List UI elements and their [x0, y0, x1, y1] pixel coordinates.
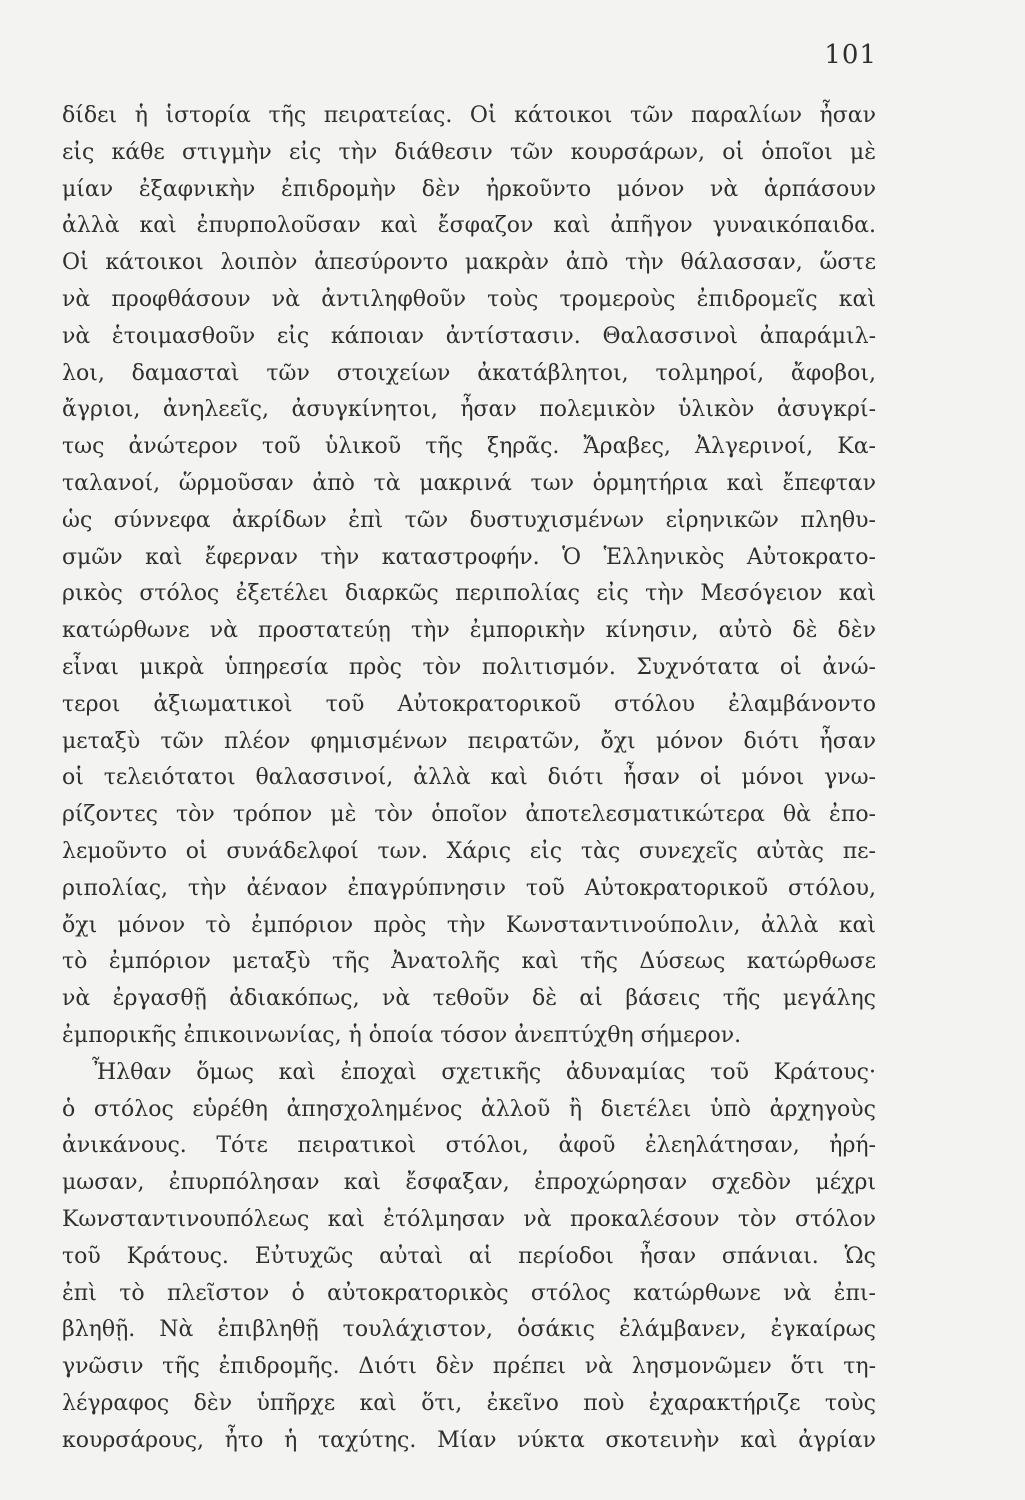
text-line: ἄγριοι, ἀνηλεεῖς, ἀσυγκίνητοι, ἦσαν πολεμικὸν ὑλικὸν ἀσυγκρί- [62, 397, 876, 423]
text-line: ἐμπορικῆς ἐπικοινωνίας, ἡ ὁποία τόσον ἀνεπτύχθη σήμερον. [62, 1022, 742, 1048]
text-line: τεροι ἀξιωματικοὶ τοῦ Αὐτοκρατορικοῦ στόλου ἐλαμβάνοντο [62, 691, 876, 717]
text-line: τοῦ Κράτους. Εὐτυχῶς αὐταὶ αἱ περίοδοι ἦσαν σπάνιαι. Ὡς [62, 1243, 876, 1269]
text-line: νὰ ἑτοιμασθοῦν εἰς κάποιαν ἀντίστασιν. Θαλασσινοὶ ἀπαράμιλ- [62, 323, 876, 349]
text-line: ὁ στόλος εὑρέθη ἀπησχολημένος ἀλλοῦ ἢ διετέλει ὑπὸ ἀρχηγοὺς [62, 1096, 876, 1122]
text-line: κατώρθωνε νὰ προστατεύῃ τὴν ἐμπορικὴν κίνησιν, αὐτὸ δὲ δὲν [62, 618, 876, 644]
text-line: μεταξὺ τῶν πλέον φημισμένων πειρατῶν, ὄχι μόνον διότι ἦσαν [62, 728, 876, 754]
text-line: εἶναι μικρὰ ὑπηρεσία πρὸς τὸν πολιτισμόν. Συχνότατα οἱ ἀνώ- [62, 654, 876, 680]
page-number: 101 [824, 40, 877, 70]
text-line: Ἦλθαν ὅμως καὶ ἐποχαὶ σχετικῆς ἀδυναμίας τοῦ Κράτους· [92, 1059, 876, 1085]
text-line: νὰ προφθάσουν νὰ ἀντιληφθοῦν τοὺς τρομεροὺς ἐπιδρομεῖς καὶ [62, 286, 876, 312]
text-line: ριπολίας, τὴν ἀέναον ἐπαγρύπνησιν τοῦ Αὐτοκρατορικοῦ στόλου, [62, 875, 876, 901]
text-line: ἐπὶ τὸ πλεῖστον ὁ αὐτοκρατορικὸς στόλος κατώρθωνε νὰ ἐπι- [62, 1280, 876, 1306]
text-line: ρίζοντες τὸν τρόπον μὲ τὸν ὁποῖον ἀποτελεσματικώτερα θὰ ἐπο- [62, 802, 876, 828]
text-line: ρικὸς στόλος ἐξετέλει διαρκῶς περιπολίας εἰς τὴν Μεσόγειον καὶ [62, 581, 876, 607]
text-line: σμῶν καὶ ἔφερναν τὴν καταστροφήν. Ὁ Ἑλληνικὸς Αὐτοκρατο- [62, 544, 876, 570]
text-line: νὰ ἐργασθῇ ἀδιακόπως, νὰ τεθοῦν δὲ αἱ βάσεις τῆς μεγάλης [62, 986, 876, 1012]
text-line: οἱ τελειότατοι θαλασσινοί, ἀλλὰ καὶ διότι ἦσαν οἱ μόνοι γνω- [62, 765, 876, 791]
text-line: ἀνικάνους. Τότε πειρατικοὶ στόλοι, ἀφοῦ ἐλεηλάτησαν, ἠρή- [62, 1133, 876, 1159]
text-line: λεμοῦντο οἱ συνάδελφοί των. Χάρις εἰς τὰς συνεχεῖς αὐτὰς πε- [62, 838, 876, 864]
text-line: τως ἀνώτερον τοῦ ὑλικοῦ τῆς ξηρᾶς. Ἄραβες, Ἀλγερινοί, Κα- [62, 434, 876, 460]
text-line: κουρσάρους, ἦτο ἡ ταχύτης. Μίαν νύκτα σκοτεινὴν καὶ ἀγρίαν [62, 1427, 876, 1453]
text-line: μίαν ἐξαφνικὴν ἐπιδρομὴν δὲν ἠρκοῦντο μόνον νὰ ἁρπάσουν [62, 176, 876, 202]
text-line: εἰς κάθε στιγμὴν εἰς τὴν διάθεσιν τῶν κουρσάρων, οἱ ὁποῖοι μὲ [62, 139, 876, 165]
text-line: Κωνσταντινουπόλεως καὶ ἐτόλμησαν νὰ προκαλέσουν τὸν στόλον [62, 1206, 876, 1232]
text-line: ὡς σύννεφα ἀκρίδων ἐπὶ τῶν δυστυχισμένων εἰρηνικῶν πληθυ- [62, 507, 876, 533]
text-line: μωσαν, ἐπυρπόλησαν καὶ ἔσφαξαν, ἐπροχώρησαν σχεδὸν μέχρι [62, 1170, 876, 1196]
text-line: ἀλλὰ καὶ ἐπυρπολοῦσαν καὶ ἔσφαζον καὶ ἀπῆγον γυναικόπαιδα. [62, 213, 876, 239]
text-line: δίδει ἡ ἱστορία τῆς πειρατείας. Οἱ κάτοικοι τῶν παραλίων ἦσαν [62, 103, 876, 128]
body-text [62, 98, 876, 1459]
text-line: Οἱ κάτοικοι λοιπὸν ἀπεσύροντο μακρὰν ἀπὸ τὴν θάλασσαν, ὥστε [62, 250, 876, 276]
text-line: λοι, δαμασταὶ τῶν στοιχείων ἀκατάβλητοι, τολμηροί, ἄφοβοι, [62, 360, 876, 386]
text-line: βληθῇ. Νὰ ἐπιβληθῇ τουλάχιστον, ὁσάκις ἐλάμβανεν, ἐγκαίρως [62, 1317, 876, 1343]
text-line: ταλανοί, ὥρμοῦσαν ἀπὸ τὰ μακρινά των ὁρμητήρια καὶ ἔπεφταν [62, 470, 876, 496]
text-line: ὄχι μόνον τὸ ἐμπόριον πρὸς τὴν Κωνσταντινούπολιν, ἀλλὰ καὶ [62, 912, 876, 938]
text-line: λέγραφος δὲν ὑπῆρχε καὶ ὅτι, ἐκεῖνο ποὺ ἐχαρακτήριζε τοὺς [62, 1390, 876, 1416]
text-line: τὸ ἐμπόριον μεταξὺ τῆς Ἀνατολῆς καὶ τῆς Δύσεως κατώρθωσε [62, 949, 876, 975]
text-line: γνῶσιν τῆς ἐπιδρομῆς. Διότι δὲν πρέπει νὰ λησμονῶμεν ὅτι τη- [62, 1354, 876, 1380]
